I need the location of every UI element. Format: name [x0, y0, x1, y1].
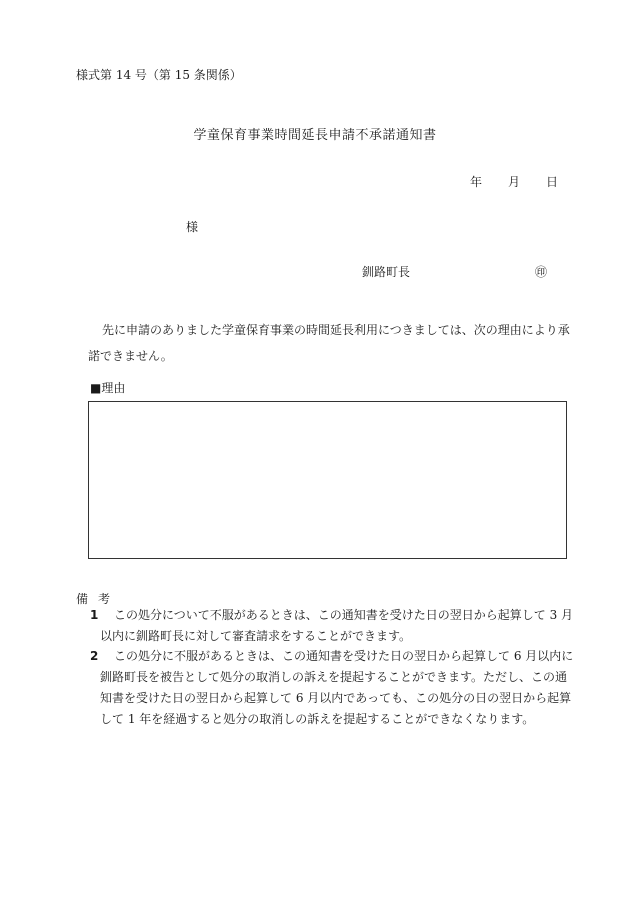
reason-box[interactable]: [88, 401, 567, 559]
month-label: 月: [508, 175, 521, 189]
day-label: 日: [546, 175, 559, 189]
remark-note: [90, 605, 576, 647]
remark-text: この処分に不服があるときは、この通知書を受けた日の翌日から起算して 6 月以内に釧路町長を被告として処分の取消しの訴えを提起することができます。ただし、この通知書を受けた日の翌日から起算して 6 月以内であっても、この処分の日の翌日から起算して 1 年を経過すると処分の取消しの訴えを提起することができなくなります。: [100, 649, 574, 726]
body-text: 先に申請のありました学童保育事業の時間延長利用につきましては、次の理由により承諾できません。: [88, 323, 570, 363]
year-label: 年: [470, 175, 483, 189]
seal-mark: ㊞: [535, 265, 548, 279]
remark-number: 2: [90, 649, 99, 663]
date-line: [470, 173, 558, 190]
remarks-heading: 備考: [76, 592, 121, 606]
remark-note: [90, 646, 576, 730]
addressee-suffix: 様: [186, 220, 199, 234]
document-title: 学童保育事業時間延長申請不承諾通知書: [193, 128, 437, 143]
remark-number: 1: [90, 608, 99, 622]
issuer-name: 釧路町長: [362, 265, 411, 279]
reason-label: ■理由: [90, 381, 126, 395]
remark-text: この処分について不服があるときは、この通知書を受けた日の翌日から起算して 3 月以内に釧路町長に対して審査請求をすることができます。: [100, 608, 574, 643]
form-number: 様式第 14 号（第 15 条関係）: [76, 68, 242, 82]
